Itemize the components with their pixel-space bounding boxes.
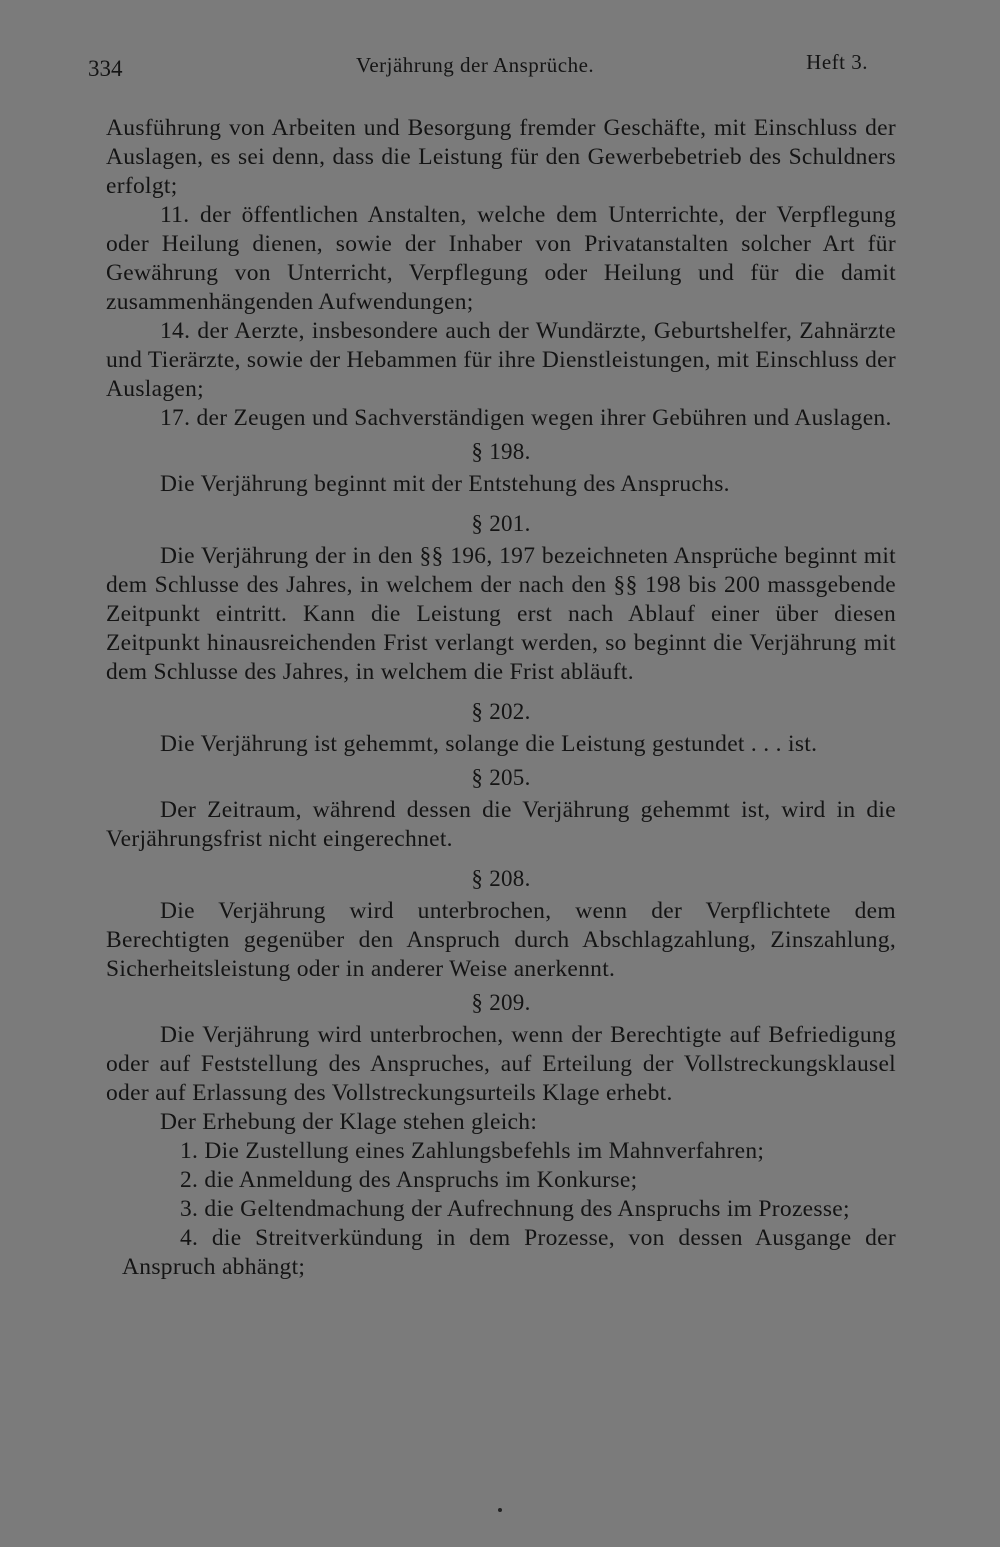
paragraph-205: Der Zeitraum, während dessen die Verjährung gehemmt ist, wird in die Verjährungsfrist nicht eingerechnet. (106, 797, 896, 852)
page-header (88, 50, 868, 86)
paragraph-198: Die Verjährung beginnt mit der Entstehung des Anspruchs. (160, 471, 730, 497)
page-number: 334 (88, 56, 123, 81)
paragraph-209: Die Verjährung wird unterbrochen, wenn der Berechtigte auf Befriedigung oder auf Feststellung des Anspruches, auf Erteilung der Vollstreckungsklausel oder auf Erlassung des Vollstreckungsurteils Klage erhebt. (106, 1022, 896, 1106)
section-heading-208: § 208. (471, 866, 531, 891)
paragraph-continued: Ausführung von Arbeiten und Besorgung fremder Geschäfte, mit Einschluss der Auslagen, es sei denn, dass die Leistung für den Gewerbebetrieb des Schuldners erfolgt; (106, 115, 896, 199)
issue-label: Heft 3. (806, 50, 868, 74)
section-heading-209: § 209. (471, 990, 531, 1015)
paragraph-202: Die Verjährung ist gehemmt, solange die Leistung gestundet . . . ist. (160, 731, 818, 757)
section-heading-201: § 201. (471, 511, 531, 536)
paragraph-208: Die Verjährung wird unterbrochen, wenn der Verpflichtete dem Berechtigten gegenüber den Anspruch durch Abschlagzahlung, Zinszahlung, Sicherheitsleistung oder in anderer Weise anerkennt. (106, 898, 896, 982)
section-heading-205: § 205. (471, 765, 531, 790)
section-heading-198: § 198. (471, 439, 531, 464)
paragraph-item-11: 11. der öffentlichen Anstalten, welche dem Unterrichte, der Verpflegung oder Heilung dienen, sowie der Inhaber von Privatanstalten solcher Art für Gewährung von Unterricht, Verpflegung oder Heilung und für die damit zusammenhängenden Aufwendungen; (106, 202, 896, 315)
paragraph-209-list-intro: Der Erhebung der Klage stehen gleich: (160, 1109, 538, 1135)
list-item-3: 3. die Geltendmachung der Aufrechnung des Anspruchs im Prozesse; (180, 1196, 850, 1222)
print-speck (498, 1508, 502, 1512)
paragraph-201: Die Verjährung der in den §§ 196, 197 bezeichneten Ansprüche beginnt mit dem Schlusse des Jahres, in welchem der nach den §§ 198 bis 200 massgebende Zeitpunkt eintritt. Kann die Leistung erst nach Ablauf einer über diesen Zeitpunkt hinausreichenden Frist verlangt werden, so beginnt die Verjährung mit dem Schlusse des Jahres, in welchem die Frist abläuft. (106, 543, 896, 685)
list-item-2: 2. die Anmeldung des Anspruchs im Konkurse; (180, 1167, 638, 1193)
page-body (106, 114, 896, 1282)
paragraph-item-14: 14. der Aerzte, insbesondere auch der Wundärzte, Geburtshelfer, Zahnärzte und Tierärzte, sowie der Hebammen für ihre Dienstleistungen, mit Einschluss der Auslagen; (106, 318, 896, 402)
section-heading-202: § 202. (471, 699, 531, 724)
running-title: Verjährung der Ansprüche. (356, 53, 595, 77)
list-item-4: 4. die Streitverkündung in dem Prozesse, von dessen Ausgange der Anspruch abhängt; (122, 1225, 896, 1280)
paragraph-item-17: 17. der Zeugen und Sachverständigen wegen ihrer Gebühren und Auslagen. (160, 405, 892, 431)
list-item-1: 1. Die Zustellung eines Zahlungsbefehls im Mahnverfahren; (180, 1138, 765, 1164)
